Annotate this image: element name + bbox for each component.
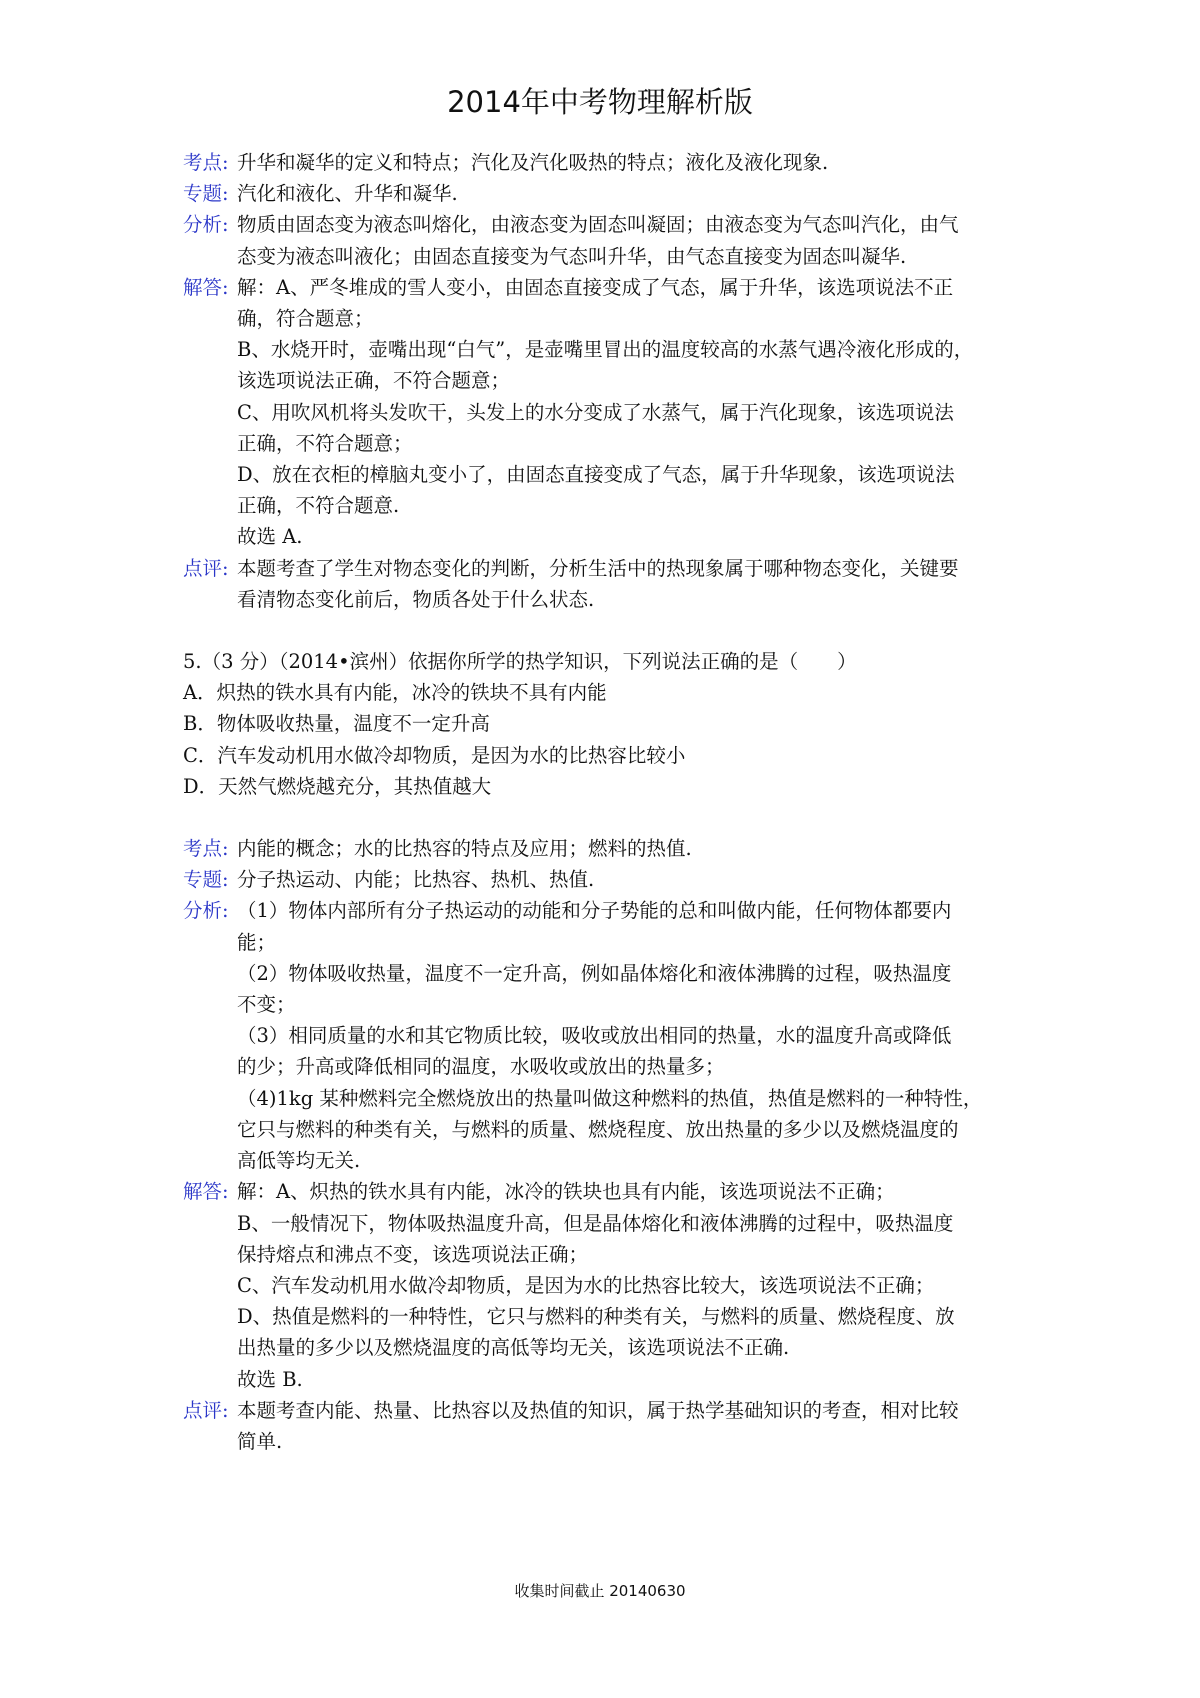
option-b: B．物体吸收热量，温度不一定升高 (183, 712, 490, 736)
q5-kaodian (183, 833, 1033, 864)
text-line: （3）相同质量的水和其它物质比较，吸收或放出相同的热量，水的温度升高或降低 (237, 1024, 952, 1048)
text-line: 态变为液态叫液化；由固态直接变为气态叫升华，由气态直接变为固态叫凝华. (237, 244, 907, 268)
text-line: 升华和凝华的定义和特点；汽化及汽化吸热的特点；液化及液化现象. (237, 151, 829, 174)
text-line: 解：A、炽热的铁水具有内能，冰冷的铁块也具有内能，该选项说法不正确； (237, 1180, 895, 1204)
text-line: 分子热运动、内能；比热容、热机、热值. (237, 868, 595, 892)
text-line: 出热量的多少以及燃烧温度的高低等均无关，该选项说法不正确. (237, 1336, 790, 1360)
spacer (183, 615, 1033, 646)
text-line: 正确，不符合题意. (237, 494, 400, 518)
jieda-label: 解答: (183, 1180, 229, 1204)
q4-fenxi (183, 209, 1033, 271)
text-line: 它只与燃料的种类有关，与燃料的质量、燃烧程度、放出热量的多少以及燃烧温度的 (237, 1117, 959, 1141)
text-line: 故选 B. (237, 1367, 303, 1391)
kaodian-label: 考点: (183, 837, 229, 861)
zhuanti-label: 专题: (183, 868, 229, 892)
q4-zhuanti (183, 178, 1033, 209)
text-line: 该选项说法正确，不符合题意； (237, 369, 511, 393)
page-title: 2014年中考物理解析版 (447, 85, 753, 119)
text-line: 本题考查了学生对物态变化的判断，分析生活中的热现象属于哪种物态变化，关键要 (237, 556, 959, 580)
option-d: D．天然气燃烧越充分，其热值越大 (183, 774, 492, 798)
text-line: 本题考查内能、热量、比热容以及热值的知识，属于热学基础知识的考查，相对比较 (237, 1398, 959, 1422)
text-line: 故选 A. (237, 525, 303, 549)
text-line: C、用吹风机将头发吹干，头发上的水分变成了水蒸气，属于汽化现象，该选项说法 (237, 400, 954, 424)
text-line: （2）物体吸收热量，温度不一定升高，例如晶体熔化和液体沸腾的过程，吸热温度 (237, 961, 952, 985)
text-line: 简单. (237, 1429, 283, 1453)
zhuanti-label: 专题: (183, 182, 229, 206)
text-line: D、热值是燃料的一种特性，它只与燃料的种类有关，与燃料的质量、燃烧程度、放 (237, 1305, 955, 1329)
question-stem: 5.（3 分）（2014•滨州）依据你所学的热学知识，下列说法正确的是（ ） (183, 650, 857, 674)
text-line: 能； (237, 930, 277, 954)
text-line: 看清物态变化前后，物质各处于什么状态. (237, 587, 595, 611)
text-line: 确，符合题意； (237, 307, 374, 331)
text-line: 内能的概念；水的比热容的特点及应用；燃料的热值. (237, 837, 692, 861)
text-line: 高低等均无关. (237, 1149, 361, 1173)
text-line: 保持熔点和沸点不变，该选项说法正确； (237, 1242, 589, 1266)
text-line: （1）物体内部所有分子热运动的动能和分子势能的总和叫做内能，任何物体都要内 (237, 899, 952, 923)
q4-kaodian (183, 147, 1033, 178)
spacer (183, 802, 1033, 833)
text-line: （4)1kg 某种燃料完全燃烧放出的热量叫做这种燃料的热值，热值是燃料的一种特性， (237, 1086, 983, 1110)
text-line: B、水烧开时，壶嘴出现“白气”，是壶嘴里冒出的温度较高的水蒸气遇冷液化形成的， (237, 338, 974, 362)
q4-dianping (183, 553, 1033, 615)
dianping-label: 点评: (183, 1398, 229, 1422)
text-line: C、汽车发动机用水做冷却物质，是因为水的比热容比较大，该选项说法不正确； (237, 1273, 935, 1297)
option-a: A．炽热的铁水具有内能，冰冷的铁块不具有内能 (183, 681, 607, 705)
jieda-label: 解答: (183, 275, 229, 299)
text-line: D、放在衣柜的樟脑丸变小了，由固态直接变成了气态，属于升华现象，该选项说法 (237, 463, 955, 487)
text-line: 物质由固态变为液态叫熔化，由液态变为固态叫凝固；由液态变为气态叫汽化，由气 (237, 213, 959, 237)
fenxi-label: 分析: (183, 213, 229, 237)
q5-fenxi (183, 895, 1033, 1176)
q5-zhuanti (183, 864, 1033, 895)
kaodian-label: 考点: (183, 151, 229, 174)
text-line: B、一般情况下，物体吸热温度升高，但是晶体熔化和液体沸腾的过程中，吸热温度 (237, 1211, 954, 1235)
text-line: 的少；升高或降低相同的温度，水吸收或放出的热量多； (237, 1055, 725, 1079)
q5-dianping (183, 1395, 1033, 1457)
document-body (183, 147, 1033, 1457)
option-c: C．汽车发动机用水做冷却物质，是因为水的比热容比较小 (183, 743, 686, 767)
text-line: 解：A、严冬堆成的雪人变小，由固态直接变成了气态，属于升华，该选项说法不正 (237, 275, 954, 299)
text-line: 汽化和液化、升华和凝华. (237, 182, 458, 206)
text-line: 不变； (237, 993, 296, 1017)
page-footer: 收集时间截止 20140630 (514, 1582, 686, 1600)
text-line: 正确，不符合题意； (237, 431, 413, 455)
fenxi-label: 分析: (183, 899, 229, 923)
q4-jieda (183, 272, 1033, 553)
q5-jieda (183, 1176, 1033, 1394)
dianping-label: 点评: (183, 556, 229, 580)
